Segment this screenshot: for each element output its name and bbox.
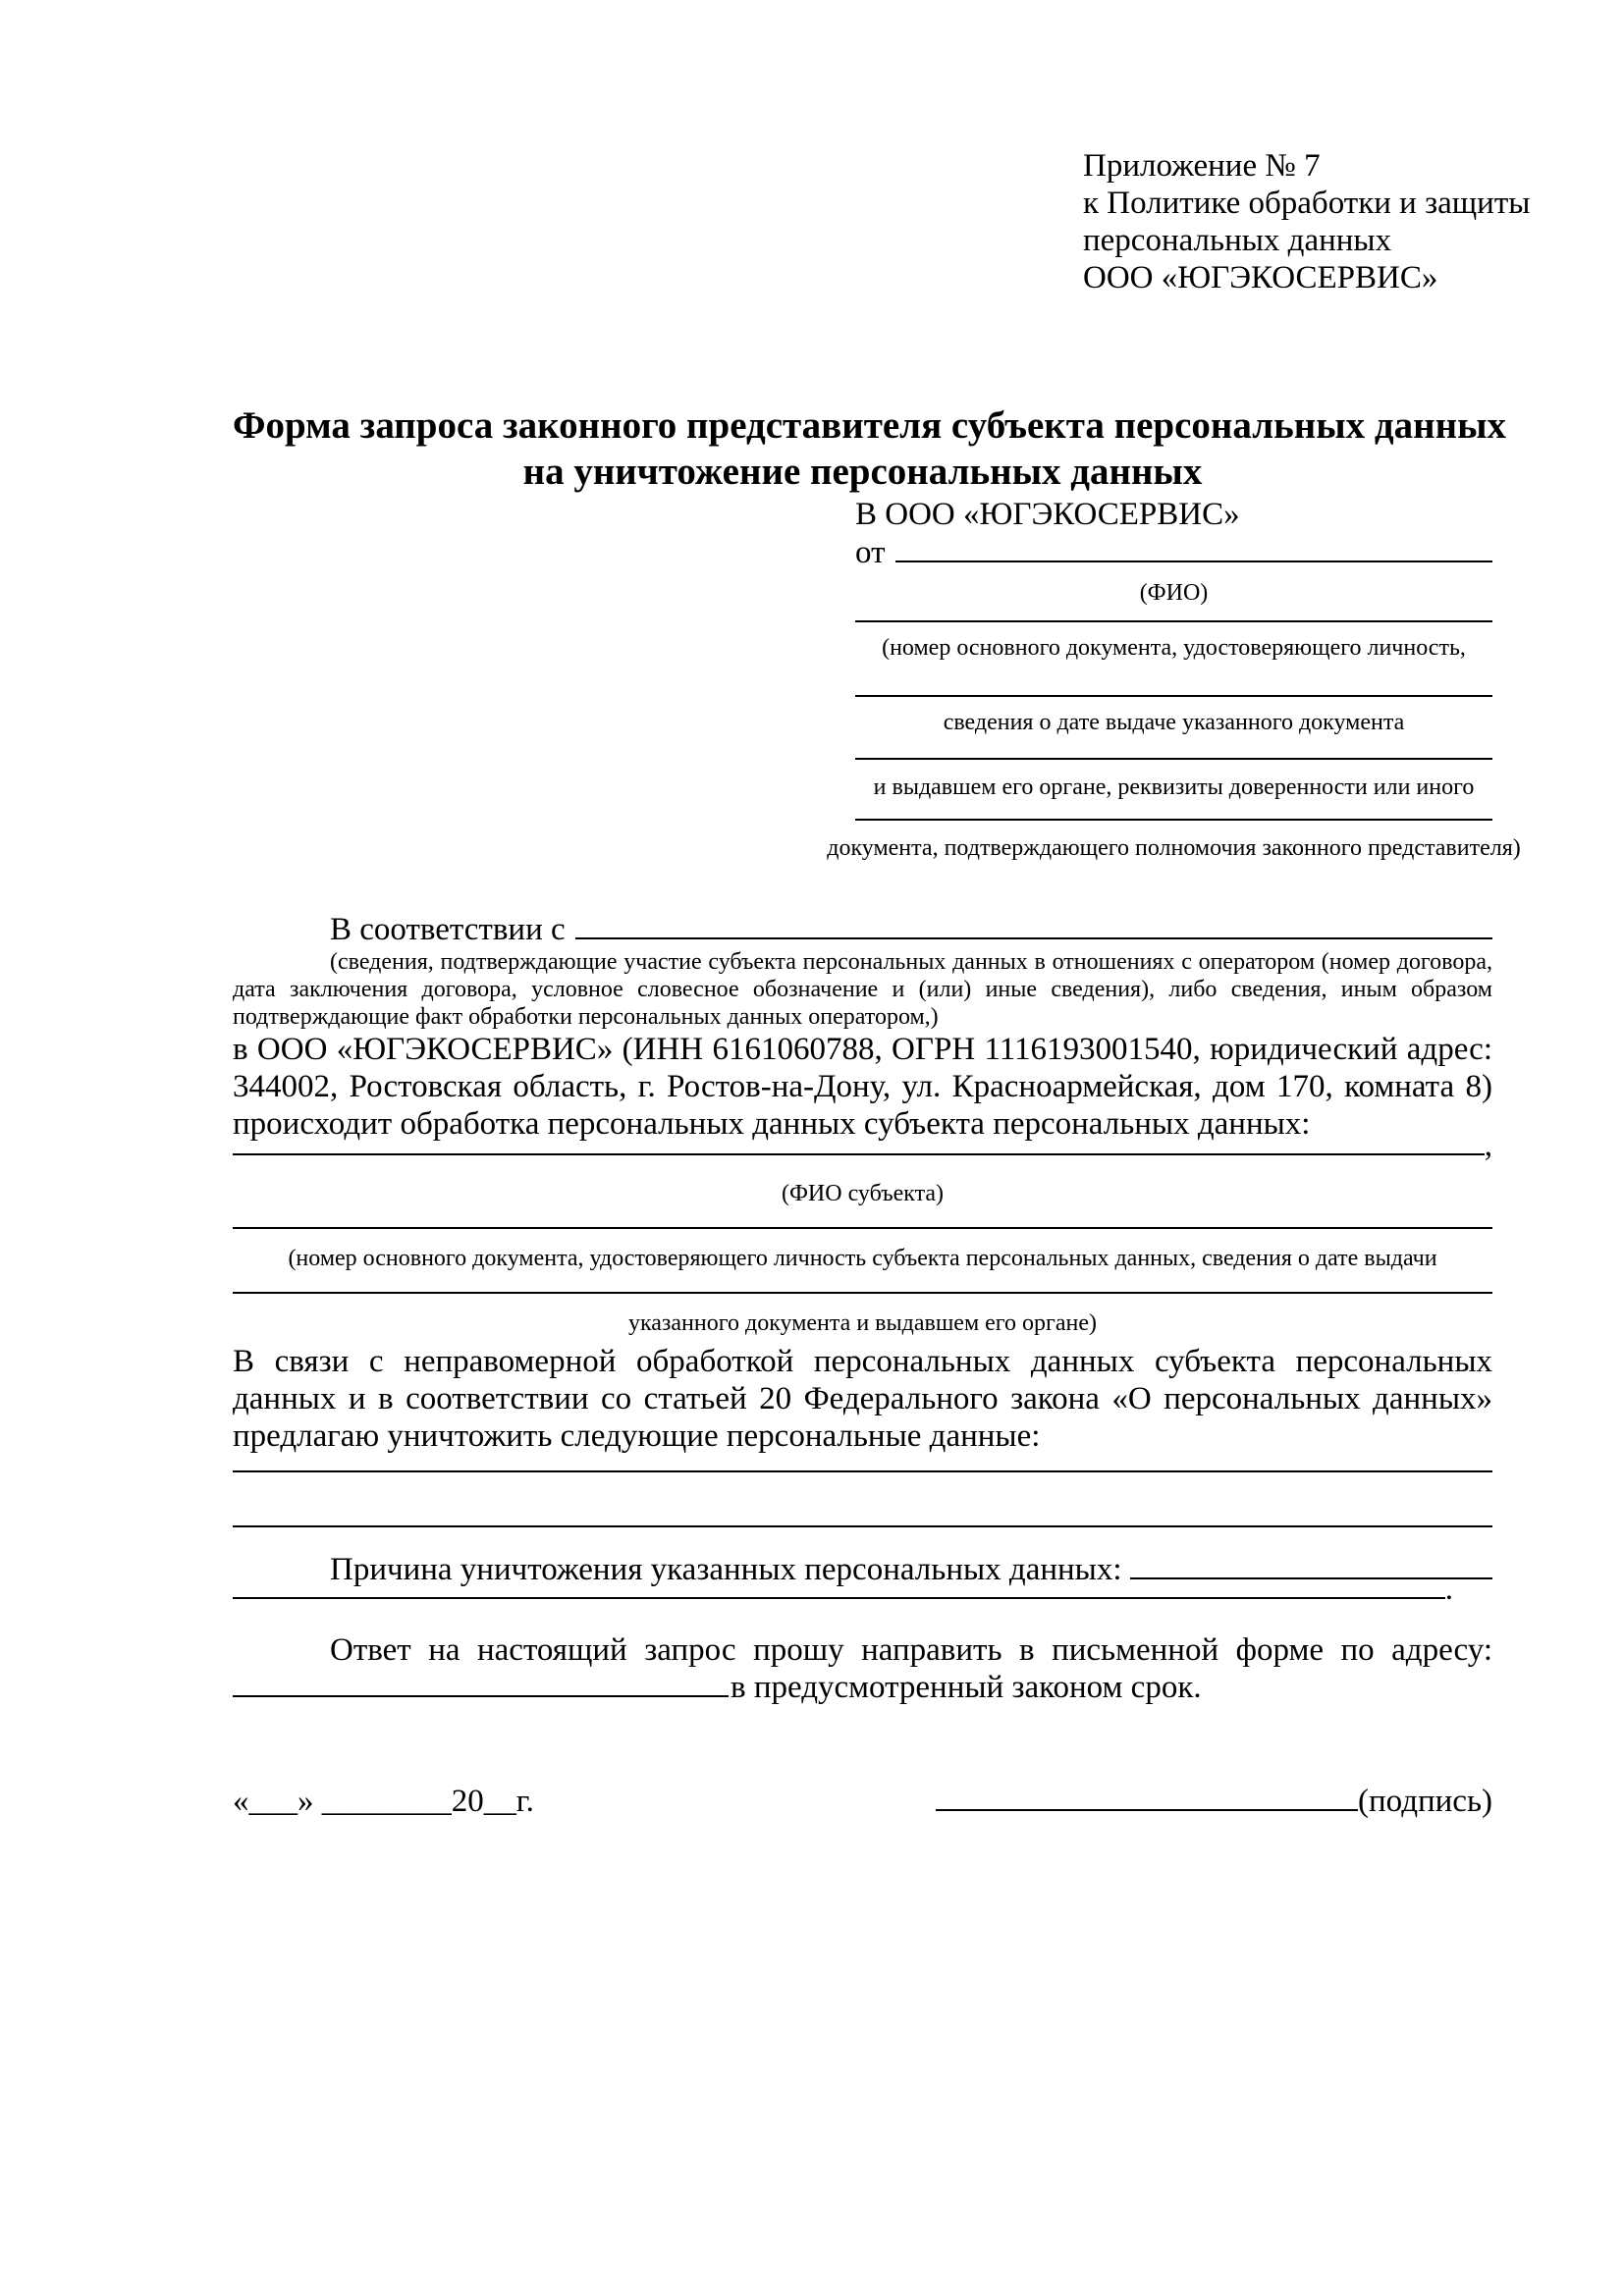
subject-doc-caption-1: (номер основного документа, удостоверяющего личность субъекта персональных данных, сведения о дате выдачи [288, 1246, 1437, 1271]
footer-row [233, 1783, 1492, 1820]
addressee-block [827, 495, 1521, 862]
address-blank-line [233, 1695, 729, 1697]
according-label: В соответствии с [330, 912, 566, 947]
blank-line [855, 736, 1492, 760]
operator-paragraph: в ООО «ЮГЭКОСЕРВИС» (ИНН 6161060788, ОГРН 1116193001540, юридический адрес: 344002, Ростовская область, г. Ростов-на-Дону, ул. Красноармейская, дом 170, комната 8) происходит обработка персональных данных субъекта персональных данных: [233, 1032, 1492, 1142]
signature-caption: (подпись) [1358, 1784, 1492, 1819]
reply-tail-text: в предусмотренный законом срок. [731, 1670, 1202, 1705]
annex-line: персональных данных [1083, 223, 1392, 258]
annex-block [1083, 147, 1531, 296]
request-paragraph: В связи с неправомерной обработкой персональных данных субъекта персональных данных и в соответствии со статьей 20 Федерального закона «О персональных данных» предлагаю уничтожить следующие персональные данные: [233, 1344, 1492, 1454]
blank-fill-line [233, 1455, 1492, 1472]
subject-fio-caption: (ФИО субъекта) [781, 1181, 945, 1206]
period-mark: . [1444, 1572, 1453, 1607]
signature-group [936, 1783, 1492, 1820]
fio-blank-line [895, 561, 1493, 562]
subject-doc-caption-2: указанного документа и выдавшем его органе) [627, 1310, 1098, 1336]
doc-caption-4: документа, подтверждающего полномочия законного представителя) [827, 835, 1521, 861]
signature-line [936, 1809, 1358, 1811]
blank-line [233, 1597, 1445, 1599]
annex-line: к Политике обработки и защиты [1083, 186, 1531, 221]
reason-blank-line [1130, 1577, 1492, 1579]
blank-line [233, 1153, 1485, 1155]
doc-caption-2: сведения о дате выдаче указанного документа [943, 710, 1405, 735]
reply-tail-line [233, 1669, 1492, 1706]
blank-line [855, 607, 1492, 622]
from-label: от [855, 535, 886, 570]
annex-line: ООО «ЮГЭКОСЕРВИС» [1083, 260, 1438, 295]
form-title-line-2: на уничтожение персональных данных [522, 451, 1203, 493]
blank-line [855, 801, 1492, 821]
doc-caption-1: (номер основного документа, удостоверяющего личность, [882, 635, 1466, 661]
blank-line [855, 662, 1492, 697]
comma-mark: , [1484, 1128, 1492, 1163]
form-title-line-1: Форма запроса законного представителя субъекта персональных данных [233, 404, 1507, 447]
reason-label: Причина уничтожения указанных персональных данных: [330, 1552, 1122, 1587]
according-line [233, 911, 1492, 948]
subject-doc-line [233, 1272, 1492, 1294]
according-blank-line [575, 937, 1492, 939]
form-title [233, 402, 1507, 495]
reply-paragraph: Ответ на настоящий запрос прошу направить в письменной форме по адресу: [330, 1632, 1492, 1668]
from-line [855, 534, 1492, 573]
according-caption: (сведения, подтверждающие участие субъекта персональных данных в отношениях с оператором (номер договора, дата заключения договора, условное словесное обозначение и (или) иные сведения), либо сведения, иным образом подтверждающие факт обработки персональных данных оператором,) [233, 949, 1492, 1030]
blank-fill-line [233, 1472, 1492, 1527]
company-name: В ООО «ЮГЭКОСЕРВИС» [855, 497, 1240, 532]
annex-line: Приложение № 7 [1083, 148, 1321, 184]
date-field: «___» ________20__г. [233, 1784, 534, 1819]
doc-caption-3: и выдавшем его органе, реквизиты доверенности или иного [873, 774, 1475, 800]
subject-doc-line [233, 1207, 1492, 1229]
fio-caption: (ФИО) [1139, 580, 1209, 606]
